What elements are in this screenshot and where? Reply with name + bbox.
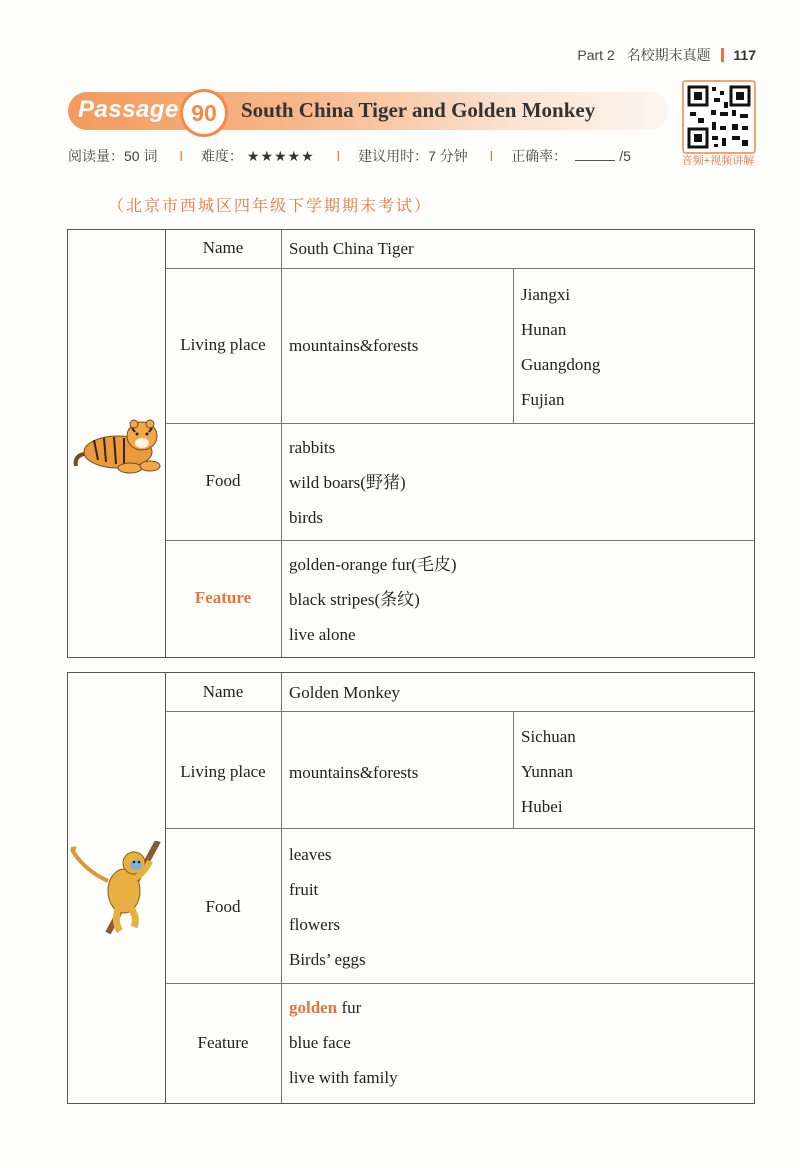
list-item: flowers bbox=[289, 915, 340, 934]
province-list bbox=[521, 277, 600, 417]
feature-highlight: golden bbox=[289, 998, 338, 1017]
list-item: leaves bbox=[289, 845, 332, 864]
suggested-time: 建议用时：7 分钟 bbox=[358, 148, 468, 164]
running-head bbox=[577, 45, 756, 65]
passage-banner bbox=[68, 92, 668, 130]
accuracy-label: 正确率： bbox=[511, 148, 568, 164]
food-list bbox=[289, 837, 366, 977]
list-item: live with family bbox=[289, 1068, 398, 1087]
list-item: blue face bbox=[289, 1033, 351, 1052]
accuracy-blank[interactable] bbox=[575, 160, 615, 161]
list-item: wild boars(野猪) bbox=[289, 473, 406, 492]
monkey-illustration bbox=[68, 841, 164, 937]
feature-rest: fur bbox=[337, 998, 362, 1017]
list-item: Hubei bbox=[521, 797, 563, 816]
list-item: Hunan bbox=[521, 320, 567, 339]
passage-number: 90 bbox=[180, 89, 228, 137]
feature-label: Feature bbox=[194, 588, 252, 607]
qr-caption: 音频+视频讲解 bbox=[681, 155, 755, 167]
feature-list bbox=[289, 990, 398, 1095]
page-number: 117 bbox=[733, 47, 756, 63]
food-label: Food bbox=[205, 471, 241, 490]
monkey-table bbox=[67, 672, 755, 1104]
divider: ǀ bbox=[179, 148, 183, 164]
habitat-value: mountains&forests bbox=[289, 763, 419, 782]
name-label: Name bbox=[202, 682, 244, 701]
list-item: black stripes(条纹) bbox=[289, 590, 420, 609]
passage-title: South China Tiger and Golden Monkey bbox=[241, 98, 596, 122]
list-item: Jiangxi bbox=[521, 285, 571, 304]
difficulty-label: 难度： bbox=[200, 148, 243, 164]
food-label: Food bbox=[205, 897, 241, 916]
difficulty-stars: ★★★★★ bbox=[246, 148, 315, 164]
feature-label: Feature bbox=[197, 1033, 249, 1052]
reading-meta bbox=[68, 146, 635, 166]
exam-source: （北京市西城区四年级下学期期末考试） bbox=[108, 198, 433, 215]
list-item: Sichuan bbox=[521, 727, 576, 746]
list-item: rabbits bbox=[289, 438, 336, 457]
feature-list bbox=[289, 547, 457, 652]
list-item: Fujian bbox=[521, 390, 565, 409]
section-label: 名校期末真题 bbox=[626, 47, 711, 63]
list-item: birds bbox=[289, 508, 323, 527]
word-count: 阅读量：50 词 bbox=[68, 148, 158, 164]
list-item: Birds’ eggs bbox=[289, 950, 366, 969]
name-label: Name bbox=[202, 238, 244, 257]
divider: ǀ bbox=[336, 148, 341, 164]
qr-code-icon[interactable] bbox=[682, 80, 756, 154]
accuracy-suffix: /5 bbox=[619, 148, 631, 164]
list-item: Guangdong bbox=[521, 355, 601, 374]
list-item: live alone bbox=[289, 625, 356, 644]
tiger-table bbox=[67, 229, 755, 658]
part-label: Part 2 bbox=[577, 47, 615, 63]
living-place-label: Living place bbox=[180, 762, 266, 781]
name-value: Golden Monkey bbox=[289, 683, 400, 702]
list-item: Yunnan bbox=[521, 762, 573, 781]
province-list bbox=[521, 719, 576, 824]
list-item bbox=[289, 990, 398, 1025]
tiger-illustration bbox=[72, 410, 164, 480]
divider bbox=[721, 48, 724, 62]
list-item: golden-orange fur(毛皮) bbox=[289, 555, 457, 574]
living-place-label: Living place bbox=[180, 335, 266, 354]
name-value: South China Tiger bbox=[289, 239, 414, 258]
list-item: fruit bbox=[289, 880, 319, 899]
passage-word: Passage bbox=[78, 96, 179, 123]
habitat-value: mountains&forests bbox=[289, 336, 419, 355]
divider: ǀ bbox=[489, 148, 494, 164]
food-list bbox=[289, 430, 406, 535]
